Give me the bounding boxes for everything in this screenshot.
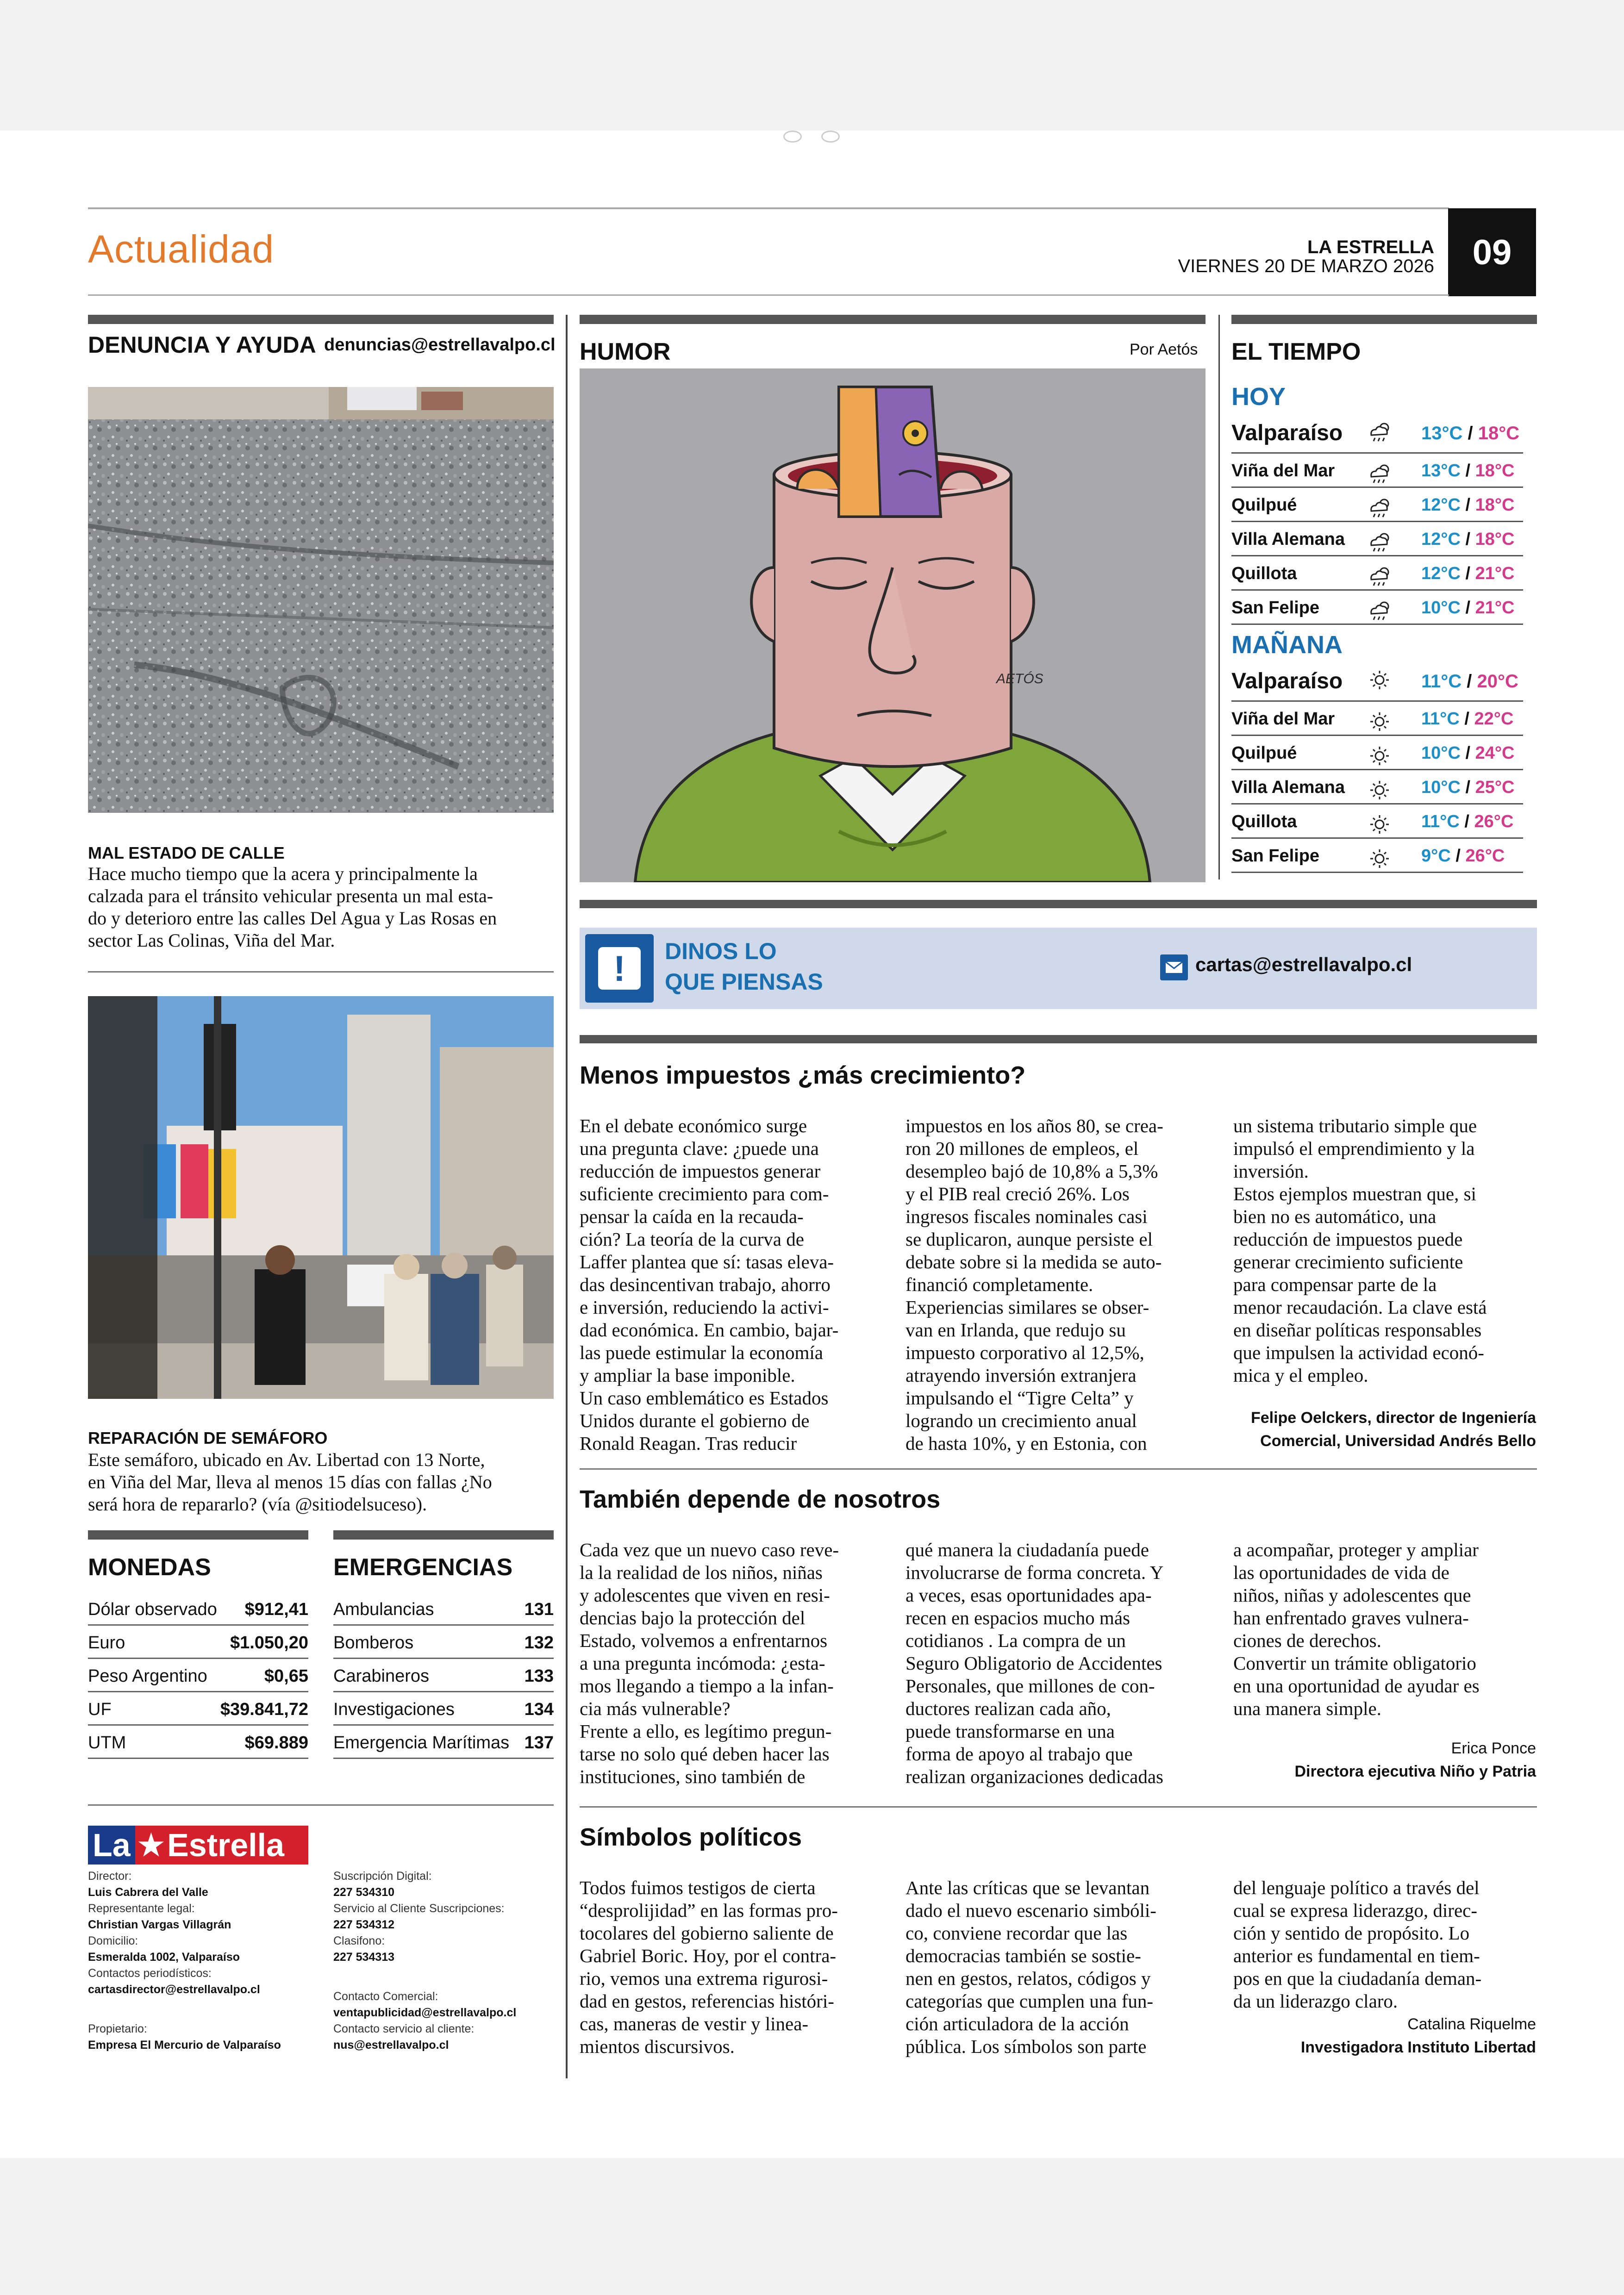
signature-line: Erica Ponce <box>1451 1740 1536 1757</box>
divider-denuncia <box>88 971 554 973</box>
signature-line: Investigadora Instituto Libertad <box>1300 2039 1536 2056</box>
article-line: das desincentivan trabajo, ahorro <box>580 1274 831 1295</box>
temp-max: 26°C <box>1474 812 1514 831</box>
sun-icon <box>1366 813 1393 836</box>
article-line: Ronald Reagan. Tras reducir <box>580 1433 797 1454</box>
temp-min: 11°C <box>1421 812 1460 831</box>
masthead-value: 227 534312 <box>333 1918 395 1931</box>
masthead-value[interactable]: ventapublicidad@estrellavalpo.cl <box>333 2006 517 2019</box>
article-line: nen en gestos, relatos, códigos y <box>906 1968 1151 1989</box>
masthead-value: Christian Vargas Villagrán <box>88 1918 231 1931</box>
article-column <box>1233 1115 1537 1387</box>
denuncia-email[interactable]: denuncias@estrellavalpo.cl <box>324 335 556 355</box>
temp-separator: / <box>1459 709 1474 729</box>
temp-separator: / <box>1460 530 1475 549</box>
temp-min: 9°C <box>1421 846 1451 866</box>
article-line: involucrarse de forma concreta. Y <box>906 1562 1164 1583</box>
article-column <box>906 1877 1215 2058</box>
weather-city: Viña del Mar <box>1231 709 1335 729</box>
divider-masthead <box>88 1804 554 1806</box>
monedas-value: $1.050,20 <box>230 1633 308 1653</box>
article-line: Laffer plantea que sí: tasas eleva- <box>580 1251 834 1272</box>
column-divider-left <box>566 315 568 2078</box>
signature-line: Catalina Riquelme <box>1407 2015 1536 2033</box>
article-line: mientos discursivos. <box>580 2036 735 2057</box>
temp-min: 12°C <box>1421 530 1461 549</box>
logo-right-text: Estrella <box>167 1827 285 1863</box>
article-title: Símbolos políticos <box>580 1823 802 1851</box>
article-line: y ampliar la base imponible. <box>580 1365 795 1386</box>
monedas-label: Peso Argentino <box>88 1666 207 1686</box>
weather-row <box>1231 804 1523 839</box>
article-column <box>580 1877 889 2058</box>
masthead-label: Contacto Comercial: <box>333 1990 438 2003</box>
article-line: financió completamente. <box>906 1274 1093 1295</box>
temp-separator: / <box>1460 564 1475 583</box>
masthead-value: Luis Cabrera del Valle <box>88 1886 208 1899</box>
monedas-value: $0,65 <box>264 1666 308 1686</box>
sun-icon <box>1366 710 1393 733</box>
weather-temp <box>1421 598 1515 618</box>
emergencias-row <box>333 1726 554 1759</box>
article-line: ingresos fiscales nominales casi <box>906 1206 1148 1227</box>
weather-today-label: HOY <box>1231 383 1286 411</box>
weather-city: Viña del Mar <box>1231 461 1335 480</box>
article-line: impulsó el emprendimiento y la <box>1233 1138 1475 1159</box>
article-line: ción? La teoría de la curva de <box>580 1229 804 1250</box>
temp-min: 13°C <box>1421 461 1461 480</box>
article-line: Cada vez que un nuevo caso reve- <box>580 1539 839 1560</box>
article-column <box>906 1115 1215 1455</box>
article-line: dad económica. En cambio, bajar- <box>580 1319 839 1341</box>
article-line: las puede estimular la economía <box>580 1342 823 1363</box>
temp-separator: / <box>1460 495 1475 515</box>
temp-max: 21°C <box>1475 598 1515 617</box>
masthead-label: Director: <box>88 1870 132 1883</box>
weather-row <box>1231 736 1523 770</box>
weather-row <box>1231 454 1523 488</box>
masthead-value: 227 534313 <box>333 1951 395 1964</box>
dinos-line1: DINOS LO <box>665 938 777 964</box>
article-line: un sistema tributario simple que <box>1233 1115 1477 1136</box>
article-line: reducción de impuestos puede <box>1233 1229 1463 1250</box>
article-line: cotidianos . La compra de un <box>906 1630 1126 1651</box>
weather-city: Quilpué <box>1231 495 1297 515</box>
col2-top-bar <box>580 315 1206 324</box>
masthead-value: Empresa El Mercurio de Valparaíso <box>88 2039 281 2052</box>
emergencias-value: 133 <box>524 1666 554 1686</box>
article-line: categorías que cumplen una fun- <box>906 1990 1154 2012</box>
temp-min: 10°C <box>1421 598 1461 617</box>
emergencias-top-bar <box>333 1530 554 1540</box>
cloud-rain-sun-icon <box>1366 530 1393 554</box>
article-line: debate sobre si la medida se auto- <box>906 1251 1162 1272</box>
temp-separator: / <box>1460 743 1475 763</box>
weather-row <box>1231 556 1523 591</box>
damaged-road-photo <box>88 387 554 813</box>
humor-title: HUMOR <box>580 338 671 365</box>
article-line: pública. Los símbolos son parte <box>906 2036 1147 2057</box>
signature-line: Felipe Oelckers, director de Ingeniería <box>1250 1409 1536 1427</box>
article-line: que impulsen la actividad econó- <box>1233 1342 1484 1363</box>
article-line: reducción de impuestos generar <box>580 1160 821 1182</box>
article-line: En el debate económico surge <box>580 1115 807 1136</box>
logo-star-icon: ★ <box>137 1828 165 1862</box>
weather-tomorrow-label: MAÑANA <box>1231 631 1343 659</box>
monedas-value: $39.841,72 <box>220 1700 308 1719</box>
temp-max: 20°C <box>1477 671 1518 692</box>
monedas-top-bar <box>88 1530 308 1540</box>
masthead-label: Representante legal: <box>88 1902 195 1915</box>
article-line: menor recaudación. La clave está <box>1233 1297 1487 1318</box>
temp-separator: / <box>1462 671 1477 692</box>
article-divider <box>580 1806 1537 1808</box>
masthead-value[interactable]: nus@estrellavalpo.cl <box>333 2039 449 2052</box>
article-column <box>1233 1877 1537 2013</box>
article-line: ción articuladora de la acción <box>906 2013 1129 2034</box>
sun-icon <box>1366 668 1393 692</box>
logo-left-text: La <box>88 1826 135 1865</box>
article-line: Ante las críticas que se levantan <box>906 1877 1150 1898</box>
weather-title: EL TIEMPO <box>1231 338 1361 365</box>
article-line: niños, niñas y adolescentes que <box>1233 1584 1471 1606</box>
article-divider <box>580 1468 1537 1470</box>
col1-top-bar <box>88 315 554 324</box>
weather-city: Villa Alemana <box>1231 530 1345 549</box>
temp-max: 18°C <box>1475 530 1515 549</box>
temp-max: 25°C <box>1475 778 1515 797</box>
temp-max: 26°C <box>1465 846 1505 866</box>
monedas-value: $69.889 <box>244 1733 308 1752</box>
weather-city: Valparaíso <box>1231 421 1343 445</box>
monedas-label: UF <box>88 1700 112 1719</box>
monedas-title: MONEDAS <box>88 1554 211 1581</box>
monedas-label: Dólar observado <box>88 1600 217 1619</box>
article-line: a veces, esas oportunidades apa- <box>906 1584 1152 1606</box>
weather-city: Quillota <box>1231 812 1297 831</box>
article-line: Un caso emblemático es Estados <box>580 1387 829 1409</box>
page-number: 09 <box>1448 208 1536 296</box>
temp-separator: / <box>1459 812 1474 831</box>
weather-row <box>1231 412 1523 454</box>
article-line: para compensar parte de la <box>1233 1274 1437 1295</box>
exclamation-icon: ! <box>585 934 654 1003</box>
masthead-value[interactable]: cartasdirector@estrellavalpo.cl <box>88 1983 260 1996</box>
dinos-email[interactable]: cartas@estrellavalpo.cl <box>1195 954 1412 975</box>
article-line: en una oportunidad de ayudar es <box>1233 1675 1480 1696</box>
emergencias-value: 131 <box>524 1600 554 1619</box>
article-line: se duplicaron, aunque persiste el <box>906 1229 1153 1250</box>
article-line: forma de apoyo al trabajo que <box>906 1743 1133 1765</box>
masthead-label: Contactos periodísticos: <box>88 1967 212 1980</box>
article-line: pensar la caída en la recauda- <box>580 1206 804 1227</box>
article-line: de hasta 10%, y en Estonia, con <box>906 1433 1147 1454</box>
article-line: han enfrentado graves vulnera- <box>1233 1607 1469 1628</box>
article-line: Estado, volvemos a enfrentarnos <box>580 1630 828 1651</box>
section-title: Actualidad <box>88 227 275 271</box>
article-column <box>906 1539 1215 1788</box>
dinos-top-bar <box>580 900 1537 908</box>
emergencias-title: EMERGENCIAS <box>333 1554 513 1581</box>
article-line: Gabriel Boric. Hoy, por el contra- <box>580 1945 837 1966</box>
caption-body-street: Hace mucho tiempo que la acera y principalmente la calzada para el tránsito vehicular presenta un mal esta- do y deterioro entre las calles Del Agua y Las Rosas en sector Las Colinas, Viña del Mar. <box>88 863 497 951</box>
article-line: ción y sentido de propósito. Lo <box>1233 1922 1470 1944</box>
weather-temp <box>1421 423 1519 444</box>
article-line: mica y el empleo. <box>1233 1365 1368 1386</box>
masthead-label: Contacto servicio al cliente: <box>333 2022 475 2035</box>
caption-title-semaforo: REPARACIÓN DE SEMÁFORO <box>88 1428 328 1447</box>
article-line: atrayendo inversión extranjera <box>906 1365 1137 1386</box>
weather-row <box>1231 702 1523 736</box>
masthead-value: 227 534310 <box>333 1886 395 1899</box>
article-line: Todos fuimos testigos de cierta <box>580 1877 816 1898</box>
weather-row <box>1231 839 1523 873</box>
masthead-label: Propietario: <box>88 2022 147 2035</box>
article-line: Frente a ello, es legítimo pregun- <box>580 1721 832 1742</box>
emergencias-value: 137 <box>524 1733 554 1752</box>
cartoon-signature: AETÓS <box>996 671 1043 686</box>
emergencias-row <box>333 1592 554 1626</box>
traffic-light-photo <box>88 996 554 1399</box>
article-line: y adolescentes que viven en resi- <box>580 1584 830 1606</box>
weather-temp <box>1421 778 1515 798</box>
weather-city: Villa Alemana <box>1231 778 1345 797</box>
article-signature <box>1301 2013 1536 2059</box>
emergencias-value: 134 <box>524 1700 554 1719</box>
sun-icon <box>1366 779 1393 802</box>
article-line: bien no es automático, una <box>1233 1206 1437 1227</box>
signature-line: Comercial, Universidad Andrés Bello <box>1260 1432 1536 1450</box>
article-line: tarse no solo qué deben hacer las <box>580 1743 830 1765</box>
articles-top-bar <box>580 1035 1537 1043</box>
article-line: ron 20 millones de empleos, el <box>906 1138 1139 1159</box>
monedas-row <box>88 1692 308 1726</box>
cloud-rain-sun-icon <box>1366 565 1393 588</box>
temp-max: 18°C <box>1478 423 1520 443</box>
temp-min: 10°C <box>1421 743 1461 763</box>
article-line: en diseñar políticas responsables <box>1233 1319 1482 1341</box>
weather-temp <box>1421 495 1515 515</box>
masthead-value: Esmeralda 1002, Valparaíso <box>88 1951 240 1964</box>
article-line: Experiencias similares se obser- <box>906 1297 1149 1318</box>
emergencias-label: Investigaciones <box>333 1700 455 1719</box>
temp-min: 11°C <box>1421 671 1462 692</box>
temp-max: 21°C <box>1475 564 1515 583</box>
masthead-label: Domicilio: <box>88 1934 138 1947</box>
article-line: van en Irlanda, que redujo su <box>906 1319 1126 1341</box>
article-line: anterior es fundamental en tiem- <box>1233 1945 1480 1966</box>
emergencias-row <box>333 1659 554 1692</box>
article-line: una pregunta clave: ¿puede una <box>580 1138 819 1159</box>
article-line: Seguro Obligatorio de Accidentes <box>906 1653 1162 1674</box>
article-line: mos llegando a tiempo a la infan- <box>580 1675 834 1696</box>
weather-row <box>1231 591 1523 625</box>
article-line: y el PIB real creció 26%. Los <box>906 1183 1130 1204</box>
article-column <box>580 1115 889 1455</box>
sun-icon <box>1366 744 1393 767</box>
article-line: pos en que la ciudadanía deman- <box>1233 1968 1482 1989</box>
article-line: la la realidad de los niños, niñas <box>580 1562 823 1583</box>
weather-temp <box>1421 812 1513 832</box>
weather-row <box>1231 660 1523 702</box>
column-divider-right <box>1218 315 1220 879</box>
cloud-rain-sun-icon <box>1366 599 1393 622</box>
article-line: generar crecimiento suficiente <box>1233 1251 1463 1272</box>
weather-temp <box>1421 461 1515 481</box>
article-line: impulsando el “Tigre Celta” y <box>906 1387 1134 1409</box>
caption-body-semaforo: Este semáforo, ubicado en Av. Libertad con 13 Norte, en Viña del Mar, lleva al menos 15 días con fallas ¿No será hora de repararlo? (vía @sitiodelsuceso). <box>88 1449 492 1515</box>
weather-city: Quilpué <box>1231 743 1297 763</box>
temp-min: 12°C <box>1421 564 1461 583</box>
masthead-label: Clasifono: <box>333 1934 385 1947</box>
temp-separator: / <box>1460 461 1475 480</box>
article-signature <box>1294 1737 1536 1783</box>
caption-title-street: MAL ESTADO DE CALLE <box>88 843 285 862</box>
monedas-label: UTM <box>88 1733 126 1752</box>
article-line: instituciones, sino también de <box>580 1766 806 1787</box>
weather-temp <box>1421 671 1518 692</box>
article-line: ciones de derechos. <box>1233 1630 1381 1651</box>
article-line: las oportunidades de vida de <box>1233 1562 1449 1583</box>
article-line: qué manera la ciudadanía puede <box>906 1539 1149 1560</box>
weather-city: Quillota <box>1231 564 1297 583</box>
article-line: ductores realizan cada año, <box>906 1698 1111 1719</box>
article-line: Convertir un trámite obligatorio <box>1233 1653 1476 1674</box>
emergencias-label: Ambulancias <box>333 1600 434 1619</box>
article-title: Menos impuestos ¿más crecimiento? <box>580 1061 1026 1089</box>
dinos-banner <box>580 928 1537 1009</box>
article-line: cas, maneras de vestir y linea- <box>580 2013 809 2034</box>
weather-city: Valparaíso <box>1231 669 1343 693</box>
weather-temp <box>1421 564 1515 584</box>
article-line: co, conviene recordar que las <box>906 1922 1128 1944</box>
article-line: “desprolijidad” en las formas pro- <box>580 1900 838 1921</box>
monedas-row <box>88 1626 308 1659</box>
col3-top-bar <box>1231 315 1537 324</box>
emergencias-row <box>333 1626 554 1659</box>
temp-max: 22°C <box>1474 709 1514 729</box>
temp-min: 13°C <box>1421 423 1463 443</box>
temp-max: 18°C <box>1475 495 1515 515</box>
temp-separator: / <box>1450 846 1466 866</box>
temp-separator: / <box>1460 778 1475 797</box>
article-line: da un liderazgo claro. <box>1233 1990 1398 2012</box>
article-line: cual se expresa liderazgo, direc- <box>1233 1900 1478 1921</box>
article-column <box>1233 1539 1537 1720</box>
weather-city: San Felipe <box>1231 846 1320 866</box>
article-line: Unidos durante el gobierno de <box>580 1410 810 1431</box>
weather-temp <box>1421 846 1505 866</box>
article-line: Personales, que millones de con- <box>906 1675 1155 1696</box>
article-line: puede transformarse en una <box>906 1721 1115 1742</box>
article-line: dencias bajo la protección del <box>580 1607 806 1628</box>
issue-date: VIERNES 20 DE MARZO 2026 <box>1178 256 1434 276</box>
article-title: También depende de nosotros <box>580 1485 941 1513</box>
article-line: logrando un crecimiento anual <box>906 1410 1137 1431</box>
article-line: desempleo bajó de 10,8% a 5,3% <box>906 1160 1158 1182</box>
emergencias-value: 132 <box>524 1633 554 1653</box>
weather-temp <box>1421 530 1515 549</box>
article-line: del lenguaje político a través del <box>1233 1877 1480 1898</box>
temp-min: 12°C <box>1421 495 1461 515</box>
temp-separator: / <box>1462 423 1478 443</box>
article-line: rio, vemos una extrema rigurosi- <box>580 1968 828 1989</box>
article-line: dad en gestos, referencias históri- <box>580 1990 834 2012</box>
emergencias-label: Carabineros <box>333 1666 429 1686</box>
header-top-rule <box>88 207 1449 209</box>
article-column <box>580 1539 889 1788</box>
monedas-row <box>88 1726 308 1759</box>
dinos-line2: QUE PIENSAS <box>665 969 823 995</box>
monedas-label: Euro <box>88 1633 125 1653</box>
article-line: e inversión, reduciendo la activi- <box>580 1297 829 1318</box>
article-line: a acompañar, proteger y ampliar <box>1233 1539 1479 1560</box>
monedas-row <box>88 1659 308 1692</box>
weather-row <box>1231 522 1523 556</box>
page-marks <box>783 131 841 144</box>
article-line: realizan organizaciones dedicadas <box>906 1766 1164 1787</box>
masthead-label: Suscripción Digital: <box>333 1870 432 1883</box>
monedas-value: $912,41 <box>244 1600 308 1619</box>
article-signature <box>1251 1406 1536 1453</box>
monedas-row <box>88 1592 308 1626</box>
humor-cartoon <box>580 368 1206 882</box>
temp-max: 18°C <box>1475 461 1515 480</box>
sun-icon <box>1366 847 1393 870</box>
temp-min: 10°C <box>1421 778 1461 797</box>
cloud-rain-sun-icon <box>1366 496 1393 519</box>
denuncia-title: DENUNCIA Y AYUDA <box>88 332 316 358</box>
article-line: inversión. <box>1233 1160 1309 1182</box>
article-line: dado el nuevo escenario simbóli- <box>906 1900 1156 1921</box>
humor-author: Por Aetós <box>1130 341 1198 358</box>
article-line: suficiente crecimiento para com- <box>580 1183 829 1204</box>
weather-temp <box>1421 743 1515 763</box>
temp-min: 11°C <box>1421 709 1460 729</box>
weather-temp <box>1421 709 1513 729</box>
cloud-rain-sun-icon <box>1366 462 1393 485</box>
mail-icon <box>1160 954 1188 980</box>
article-line: democracias también se sostie- <box>906 1945 1141 1966</box>
article-line: recen en espacios mucho más <box>906 1607 1130 1628</box>
emergencias-label: Emergencia Marítimas <box>333 1733 510 1752</box>
masthead-label: Servicio al Cliente Suscripciones: <box>333 1902 505 1915</box>
article-line: una manera simple. <box>1233 1698 1381 1719</box>
article-line: Estos ejemplos muestran que, si <box>1233 1183 1476 1204</box>
header-bottom-rule <box>88 294 1449 296</box>
weather-row <box>1231 770 1523 804</box>
emergencias-label: Bomberos <box>333 1633 414 1653</box>
cloud-rain-sun-icon <box>1366 420 1393 443</box>
emergencias-row <box>333 1692 554 1726</box>
signature-line: Directora ejecutiva Niño y Patria <box>1294 1763 1536 1780</box>
weather-city: San Felipe <box>1231 598 1320 617</box>
article-line: impuesto corporativo al 12,5%, <box>906 1342 1144 1363</box>
article-line: tocolares del gobierno saliente de <box>580 1922 834 1944</box>
weather-row <box>1231 488 1523 522</box>
temp-separator: / <box>1460 598 1475 617</box>
article-line: a una pregunta incómoda: ¿esta- <box>580 1653 825 1674</box>
article-line: cia más vulnerable? <box>580 1698 731 1719</box>
la-estrella-logo <box>88 1826 308 1865</box>
paper-name: LA ESTRELLA <box>1307 237 1434 257</box>
temp-max: 24°C <box>1475 743 1515 763</box>
article-line: impuestos en los años 80, se crea- <box>906 1115 1163 1136</box>
